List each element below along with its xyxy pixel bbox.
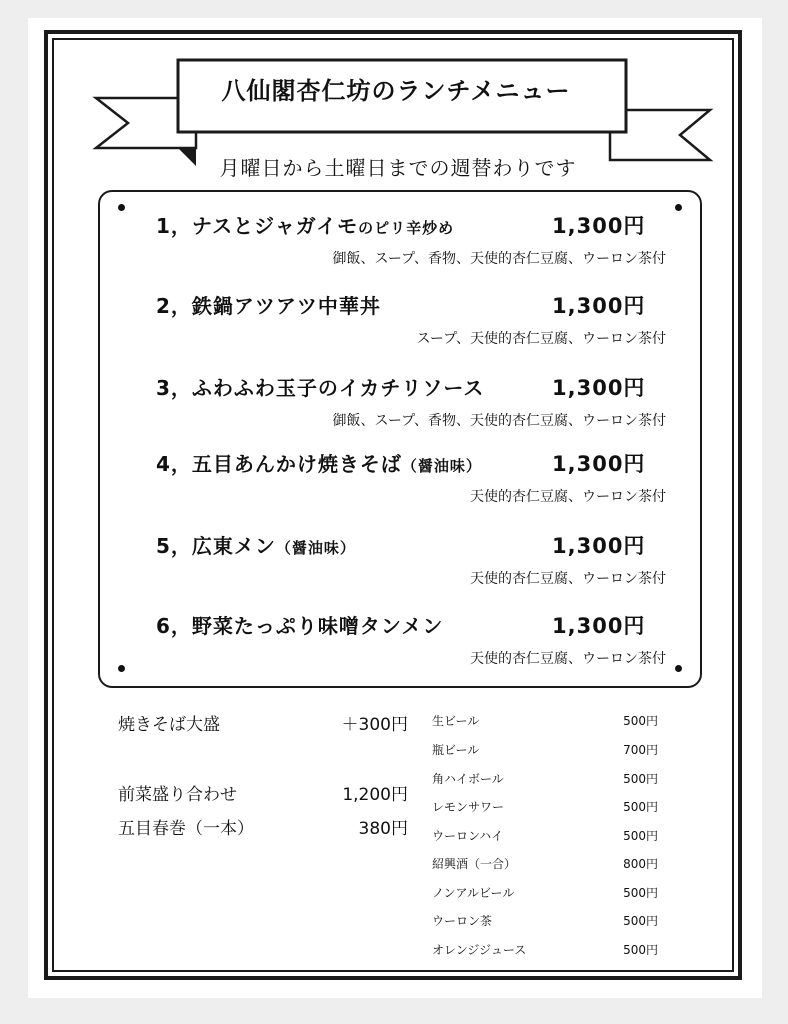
menu-subtitle: 月曜日から土曜日までの週替わりです — [219, 156, 577, 180]
item-price: 1,300円 — [552, 452, 646, 476]
item-price: 1,300円 — [552, 614, 646, 638]
item-sides: 御飯、スープ、香物、天使的杏仁豆腐、ウーロン茶付 — [332, 251, 666, 267]
item-price: 1,300円 — [552, 534, 646, 558]
drink-price: 700円 — [623, 743, 658, 757]
drink-label: 生ビール — [432, 714, 480, 728]
item-name: 6，野菜たっぷり味噌タンメン — [156, 614, 444, 638]
corner-dot — [118, 665, 125, 672]
drink-label: レモンサワー — [432, 800, 505, 814]
item-name: 2，鉄鍋アツアツ中華丼 — [156, 294, 381, 318]
lunch-menu-box — [98, 190, 702, 688]
extra-label: 焼きそば大盛 — [118, 715, 220, 735]
item-sides: 天使的杏仁豆腐、ウーロン茶付 — [470, 489, 666, 505]
corner-dot — [675, 665, 682, 672]
corner-dot — [675, 204, 682, 211]
extra-label: 五目春巻（一本） — [118, 819, 254, 839]
drink-label: 角ハイボール — [432, 772, 504, 786]
drink-price: 500円 — [623, 914, 658, 928]
item-name: 1，ナスとジャガイモのピリ辛炒め — [156, 214, 455, 238]
item-sides: スープ、天使的杏仁豆腐、ウーロン茶付 — [416, 331, 666, 347]
drink-label: オレンジジュース — [432, 943, 527, 957]
drink-label: 紹興酒（一合） — [432, 857, 517, 871]
menu-sheet — [28, 18, 762, 998]
item-sides: 御飯、スープ、香物、天使的杏仁豆腐、ウーロン茶付 — [332, 413, 666, 429]
item-name: 3，ふわふわ玉子のイカチリソース — [156, 376, 485, 400]
item-sides: 天使的杏仁豆腐、ウーロン茶付 — [470, 571, 666, 587]
drink-label: 瓶ビール — [432, 743, 480, 757]
drink-label: ウーロンハイ — [432, 829, 504, 843]
item-name: 4，五目あんかけ焼きそば（醤油味） — [156, 452, 482, 476]
item-price: 1,300円 — [552, 214, 646, 238]
item-sides: 天使的杏仁豆腐、ウーロン茶付 — [470, 651, 666, 667]
drink-price: 500円 — [623, 714, 658, 728]
item-price: 1,300円 — [552, 294, 646, 318]
drink-price: 800円 — [623, 857, 658, 871]
drink-label: ウーロン茶 — [432, 914, 493, 928]
menu-title: 八仙閣杏仁坊のランチメニュー — [221, 76, 571, 105]
corner-dot — [118, 204, 125, 211]
drink-price: 500円 — [623, 886, 658, 900]
extra-price: ＋300円 — [341, 715, 408, 735]
drink-price: 500円 — [623, 772, 658, 786]
drink-price: 500円 — [623, 829, 658, 843]
drink-price: 500円 — [623, 943, 658, 957]
drink-label: ノンアルビール — [432, 886, 515, 900]
drink-price: 500円 — [623, 800, 658, 814]
extra-price: 1,200円 — [342, 785, 408, 805]
item-name: 5，広東メン（醤油味） — [156, 534, 356, 558]
extra-label: 前菜盛り合わせ — [118, 785, 237, 805]
extra-price: 380円 — [358, 819, 408, 839]
item-price: 1,300円 — [552, 376, 646, 400]
